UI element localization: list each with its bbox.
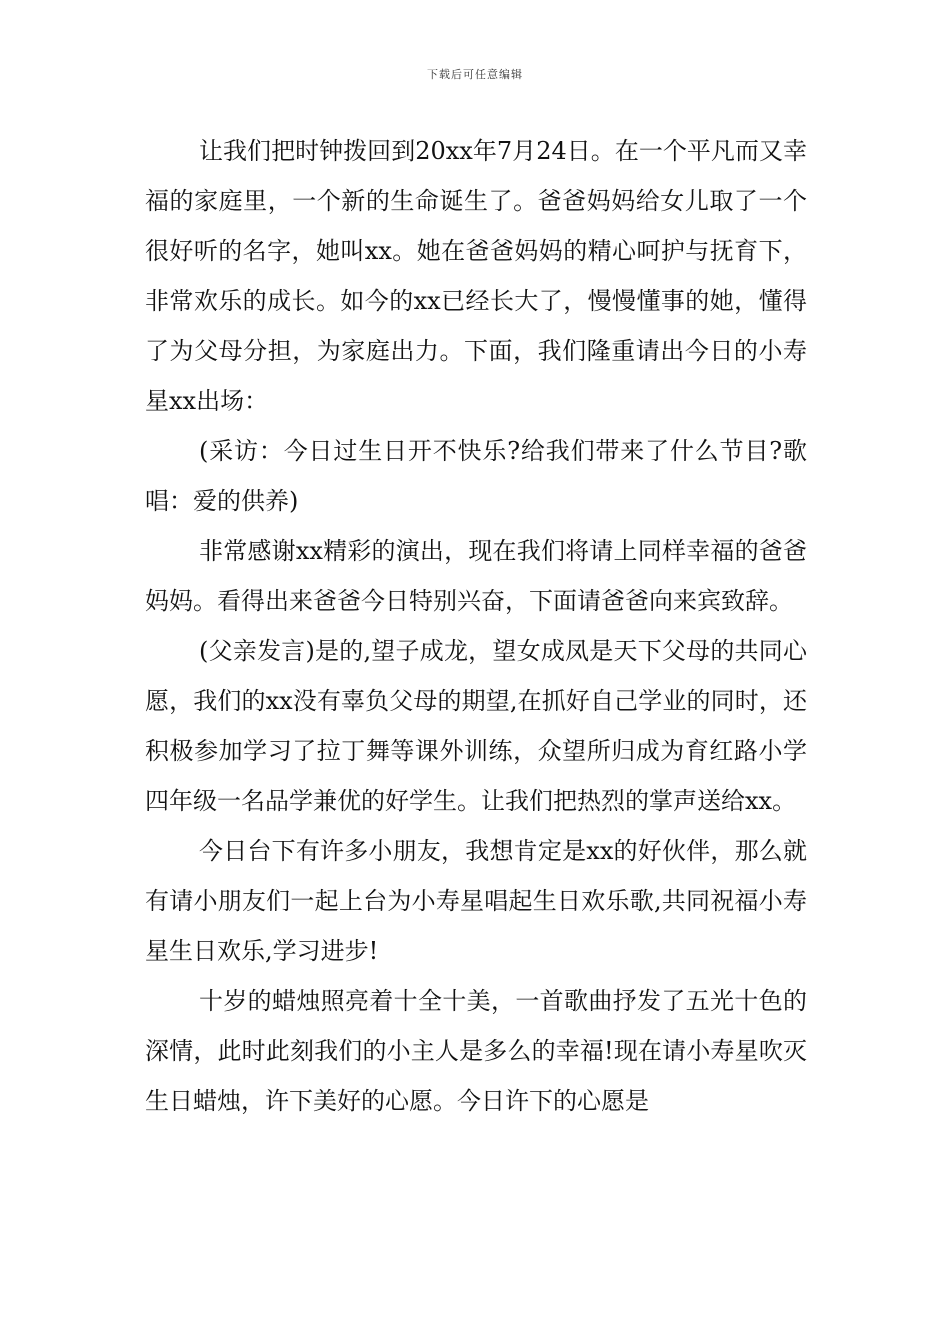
paragraph-friends-song: 今日台下有许多小朋友，我想肯定是xx的好伙伴，那么就有请小朋友们一起上台为小寿星唱起生日欢乐歌,共同祝福小寿星生日欢乐,学习进步!: [145, 837, 807, 965]
document-body: [145, 126, 807, 1126]
paragraph-birth-story: 让我们把时钟拨回到20xx年7月24日。在一个平凡而又幸福的家庭里，一个新的生命诞生了。爸爸妈妈给女儿取了一个很好听的名字，她叫xx。她在爸爸妈妈的精心呵护与抚育下，非常欢乐的成长。如今的xx已经长大了，慢慢懂事的她，懂得了为父母分担，为家庭出力。下面，我们隆重请出今日的小寿星xx出场：: [145, 137, 807, 415]
paragraph-interview: (采访：今日过生日开不快乐?给我们带来了什么节目?歌唱：爱的供养): [145, 437, 807, 515]
paragraph-father-speech: (父亲发言)是的,望子成龙，望女成凤是天下父母的共同心愿，我们的xx没有辜负父母的期望,在抓好自己学业的同时，还积极参加学习了拉丁舞等课外训练，众望所归成为育红路小学四年级一名品学兼优的好学生。让我们把热烈的掌声送给xx。: [145, 637, 807, 815]
paragraph-thanks: 非常感谢xx精彩的演出，现在我们将请上同样幸福的爸爸妈妈。看得出来爸爸今日特别兴奋，下面请爸爸向来宾致辞。: [145, 537, 807, 615]
page-header-note: 下载后可任意编辑: [427, 68, 523, 81]
paragraph-candles: 十岁的蜡烛照亮着十全十美，一首歌曲抒发了五光十色的深情，此时此刻我们的小主人是多么的幸福!现在请小寿星吹灭生日蜡烛，许下美好的心愿。今日许下的心愿是: [145, 987, 807, 1115]
